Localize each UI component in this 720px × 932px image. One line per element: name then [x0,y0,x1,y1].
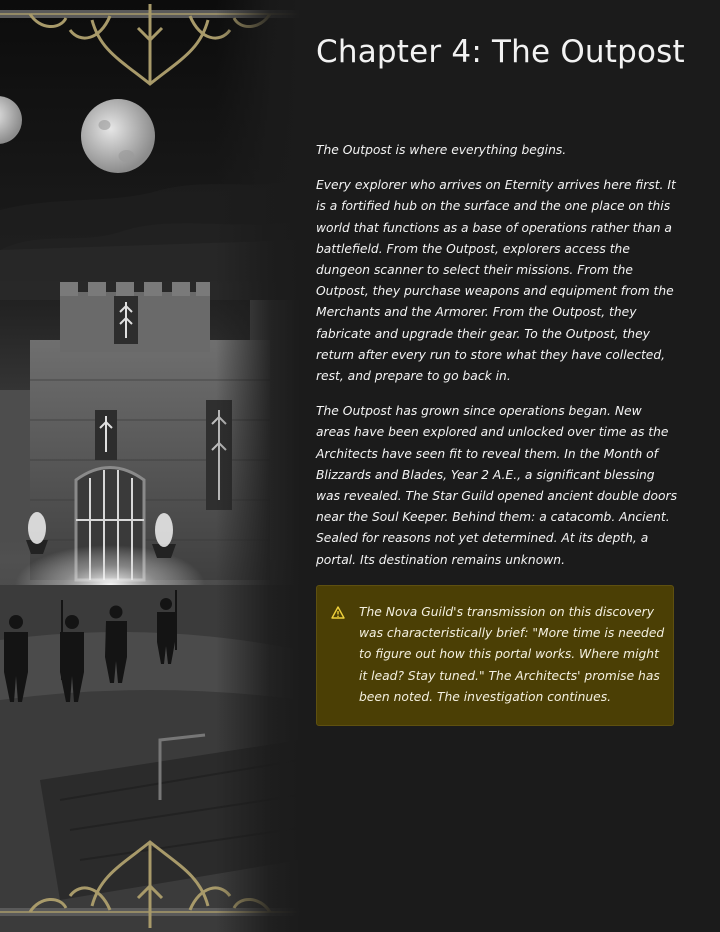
warning-icon [331,606,345,619]
top-frame-ornament [0,4,300,84]
left-moon [0,96,22,144]
right-moon [81,99,155,173]
callout-text: The Nova Guild's transmission on this discovery was characteristically brief: "More time is needed to figure out how this portal works. Where might it lead? Stay tuned." The Architects' promise has been noted. The investigation continues. [359,605,665,704]
warning-callout [316,585,674,726]
chapter-illustration [0,0,300,932]
catacomb-discovery-paragraph: The Outpost has grown since operations began. New areas have been explored and unlocked over time as the Architects have seen fit to reveal them. In the Month of Blizzards and Blades, Year 2 A.E., a significant blessing was revealed. The Star Guild opened ancient double doors near the Soul Keeper. Behind them: a catacomb. Ancient. Sealed for reasons not yet determined. At its depth, a portal. Its destination remains unknown. [316,404,677,567]
outpost-fortress-scene [0,0,300,932]
chapter-title: Chapter 4: The Outpost [316,34,685,70]
outpost-description-paragraph: Every explorer who arrives on Eternity arrives here first. It is a fortified hub on the surface and the one place on this world that functions as a base of operations rather than a battlefield. From the Outpost, explorers access the dungeon scanner to select their missions. From the Outpost, they purchase weapons and equipment from the Merchants and the Armorer. From the Outpost, they fabricate and upgrade their gear. To the Outpost, they return after every run to store what they have collected, rest, and prepare to go back in. [316,178,676,384]
intro-paragraph: The Outpost is where everything begins. [316,143,567,157]
chapter-body [316,140,678,585]
